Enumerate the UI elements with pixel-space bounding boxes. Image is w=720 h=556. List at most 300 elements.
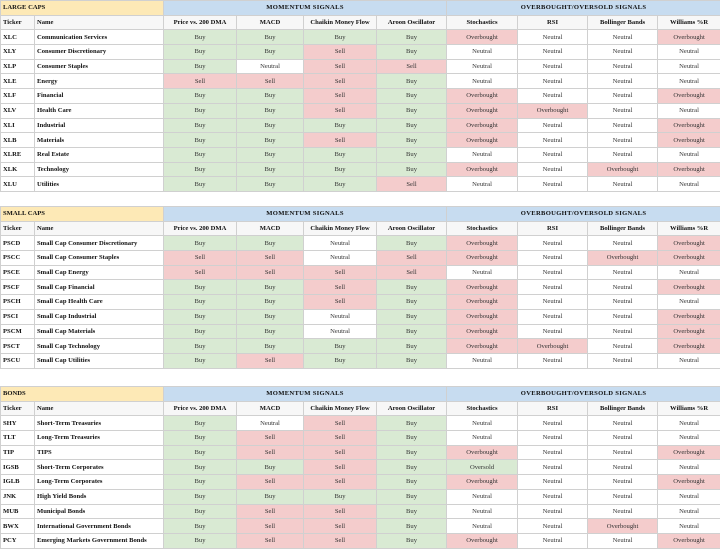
signal-cell: Sell [377, 265, 447, 280]
name-cell: Technology [35, 162, 164, 177]
signal-cell: Sell [304, 533, 377, 548]
momentum-group-header: MOMENTUM SIGNALS [164, 207, 447, 222]
signal-cell: Buy [164, 295, 237, 310]
signal-cell: Buy [164, 59, 237, 74]
table-row [1, 265, 720, 280]
signal-cell: Neutral [518, 118, 588, 133]
signal-cell: Overbought [447, 30, 518, 45]
signal-cell: Sell [164, 251, 237, 266]
signal-cell: Neutral [588, 147, 658, 162]
signal-cell: Sell [304, 504, 377, 519]
signal-cell: Buy [164, 353, 237, 368]
signal-cell: Neutral [588, 309, 658, 324]
signal-cell: Buy [377, 460, 447, 475]
signal-cell: Overbought [447, 533, 518, 548]
signal-cell: Overbought [658, 339, 720, 354]
signal-cell: Buy [377, 280, 447, 295]
overbought-column-header: Bollinger Bands [588, 401, 658, 416]
signal-cell: Neutral [588, 45, 658, 60]
signal-cell: Buy [377, 445, 447, 460]
overbought-column-header: Stochastics [447, 221, 518, 236]
signal-cell: Buy [377, 339, 447, 354]
signal-cell: Buy [164, 177, 237, 192]
ticker-cell: XLK [1, 162, 35, 177]
table-row [1, 489, 720, 504]
signal-cell: Buy [237, 295, 304, 310]
signal-cell: Overbought [658, 324, 720, 339]
signal-cell: Buy [164, 162, 237, 177]
table-row [1, 103, 720, 118]
ticker-header: Ticker [1, 15, 35, 30]
signal-cell: Overbought [447, 280, 518, 295]
signal-cell: Neutral [588, 445, 658, 460]
signal-cell: Buy [237, 177, 304, 192]
ticker-cell: XLY [1, 45, 35, 60]
signal-cell: Buy [237, 460, 304, 475]
name-header: Name [35, 15, 164, 30]
signal-cell: Sell [164, 265, 237, 280]
signal-cell: Buy [237, 133, 304, 148]
signal-cell: Buy [237, 30, 304, 45]
signal-cell: Sell [237, 504, 304, 519]
signal-cell: Sell [304, 416, 377, 431]
signal-cell: Neutral [588, 236, 658, 251]
signal-cell: Neutral [658, 519, 720, 534]
signal-cell: Overbought [447, 89, 518, 104]
signal-cell: Overbought [447, 445, 518, 460]
signal-cell: Buy [237, 147, 304, 162]
signal-cell: Buy [377, 118, 447, 133]
signal-cell: Buy [164, 89, 237, 104]
signal-cell: Neutral [447, 353, 518, 368]
signal-cell: Sell [237, 353, 304, 368]
signal-cell: Neutral [588, 431, 658, 446]
signal-cell: Neutral [588, 324, 658, 339]
name-cell: International Government Bonds [35, 519, 164, 534]
signal-cell: Overbought [518, 339, 588, 354]
signal-cell: Neutral [518, 147, 588, 162]
signal-cell: Overbought [658, 118, 720, 133]
name-cell: Small Cap Materials [35, 324, 164, 339]
name-cell: Municipal Bonds [35, 504, 164, 519]
ticker-cell: TLT [1, 431, 35, 446]
signal-cell: Neutral [304, 236, 377, 251]
signal-cell: Buy [164, 280, 237, 295]
signal-cell: Overbought [658, 533, 720, 548]
signal-cell: Overbought [447, 324, 518, 339]
signal-cell: Neutral [518, 251, 588, 266]
signal-cell: Buy [237, 118, 304, 133]
signal-cell: Buy [164, 30, 237, 45]
overbought-column-header: Bollinger Bands [588, 15, 658, 30]
signal-cell: Buy [377, 133, 447, 148]
signal-cell: Sell [164, 74, 237, 89]
table-row [1, 519, 720, 534]
ticker-cell: PSCI [1, 309, 35, 324]
section-title: SMALL CAPS [1, 207, 164, 222]
overbought-column-header: RSI [518, 15, 588, 30]
table-row [1, 74, 720, 89]
signal-cell: Buy [164, 460, 237, 475]
signals-table [0, 0, 720, 192]
signal-cell: Neutral [658, 416, 720, 431]
name-header: Name [35, 401, 164, 416]
signal-cell: Buy [377, 475, 447, 490]
signal-cell: Sell [237, 475, 304, 490]
signal-cell: Overbought [658, 251, 720, 266]
signal-cell: Overbought [447, 309, 518, 324]
table-row [1, 251, 720, 266]
momentum-column-header: MACD [237, 401, 304, 416]
signal-cell: Buy [377, 533, 447, 548]
signal-cell: Sell [304, 475, 377, 490]
signal-cell: Buy [377, 236, 447, 251]
signal-cell: Neutral [304, 251, 377, 266]
ticker-header: Ticker [1, 401, 35, 416]
signal-cell: Buy [304, 489, 377, 504]
signal-cell: Sell [237, 445, 304, 460]
ticker-cell: IGSB [1, 460, 35, 475]
ticker-cell: PSCM [1, 324, 35, 339]
table-row [1, 45, 720, 60]
signal-cell: Neutral [658, 431, 720, 446]
signal-cell: Neutral [518, 265, 588, 280]
signal-cell: Neutral [518, 177, 588, 192]
signal-cell: Neutral [518, 45, 588, 60]
name-cell: Financial [35, 89, 164, 104]
signal-cell: Buy [237, 45, 304, 60]
name-cell: Emerging Markets Government Bonds [35, 533, 164, 548]
signal-cell: Sell [304, 45, 377, 60]
signal-cell: Sell [304, 89, 377, 104]
signal-cell: Buy [377, 309, 447, 324]
momentum-column-header: Chaikin Money Flow [304, 221, 377, 236]
ticker-cell: PCY [1, 533, 35, 548]
signal-cell: Neutral [658, 353, 720, 368]
signal-cell: Buy [164, 445, 237, 460]
table-row [1, 504, 720, 519]
signal-cell: Overbought [588, 162, 658, 177]
signal-cell: Neutral [588, 416, 658, 431]
table-row [1, 460, 720, 475]
signal-cell: Sell [237, 519, 304, 534]
signal-cell: Overbought [658, 309, 720, 324]
ticker-cell: XLP [1, 59, 35, 74]
section-title: BONDS [1, 387, 164, 402]
signal-cell: Sell [304, 103, 377, 118]
signal-cell: Buy [377, 30, 447, 45]
name-cell: Communication Services [35, 30, 164, 45]
signal-cell: Buy [377, 489, 447, 504]
signal-cell: Overbought [447, 118, 518, 133]
name-cell: Small Cap Health Care [35, 295, 164, 310]
signal-cell: Neutral [658, 460, 720, 475]
signal-cell: Neutral [518, 460, 588, 475]
ticker-cell: PSCF [1, 280, 35, 295]
ticker-cell: IGLB [1, 475, 35, 490]
signal-cell: Buy [237, 89, 304, 104]
name-cell: Long-Term Corporates [35, 475, 164, 490]
signal-cell: Sell [304, 445, 377, 460]
signal-cell: Overbought [447, 162, 518, 177]
signal-cell: Buy [164, 324, 237, 339]
name-cell: Materials [35, 133, 164, 148]
signal-cell: Sell [377, 251, 447, 266]
signal-cell: Buy [377, 431, 447, 446]
signal-cell: Neutral [518, 431, 588, 446]
momentum-column-header: Aroon Oscillator [377, 221, 447, 236]
signal-cell: Overbought [588, 519, 658, 534]
signal-cell: Neutral [447, 147, 518, 162]
name-cell: Small Cap Consumer Staples [35, 251, 164, 266]
signal-cell: Buy [164, 475, 237, 490]
signal-cell: Buy [237, 280, 304, 295]
signal-cell: Overbought [447, 295, 518, 310]
overbought-column-header: Williams %R [658, 401, 720, 416]
signal-cell: Sell [304, 431, 377, 446]
table-row [1, 295, 720, 310]
momentum-column-header: Price vs. 200 DMA [164, 221, 237, 236]
signal-cell: Neutral [658, 177, 720, 192]
table-row [1, 147, 720, 162]
ticker-cell: BWX [1, 519, 35, 534]
signal-cell: Sell [304, 265, 377, 280]
signal-cell: Neutral [518, 133, 588, 148]
signal-cell: Buy [304, 162, 377, 177]
signal-cell: Neutral [518, 236, 588, 251]
section-small-caps [0, 206, 720, 369]
signal-cell: Neutral [518, 30, 588, 45]
momentum-column-header: Aroon Oscillator [377, 15, 447, 30]
table-row [1, 59, 720, 74]
signal-cell: Buy [164, 489, 237, 504]
signal-cell: Neutral [447, 45, 518, 60]
signal-cell: Overbought [447, 339, 518, 354]
overbought-column-header: Williams %R [658, 15, 720, 30]
name-cell: Industrial [35, 118, 164, 133]
momentum-column-header: Price vs. 200 DMA [164, 401, 237, 416]
signal-cell: Buy [237, 162, 304, 177]
signal-cell: Neutral [518, 475, 588, 490]
overbought-column-header: RSI [518, 401, 588, 416]
signal-cell: Neutral [447, 519, 518, 534]
signal-cell: Buy [377, 295, 447, 310]
signal-cell: Buy [377, 74, 447, 89]
signal-cell: Buy [304, 30, 377, 45]
table-row [1, 339, 720, 354]
signal-cell: Neutral [588, 177, 658, 192]
signal-cell: Buy [164, 103, 237, 118]
signal-cell: Neutral [447, 177, 518, 192]
name-cell: Short-Term Corporates [35, 460, 164, 475]
signal-cell: Neutral [518, 504, 588, 519]
signal-cell: Neutral [658, 489, 720, 504]
name-cell: Consumer Staples [35, 59, 164, 74]
signal-cell: Neutral [588, 133, 658, 148]
name-header: Name [35, 221, 164, 236]
signal-cell: Sell [304, 59, 377, 74]
table-row [1, 431, 720, 446]
signal-cell: Overbought [447, 251, 518, 266]
signal-cell: Neutral [588, 118, 658, 133]
signal-cell: Neutral [447, 59, 518, 74]
signal-cell: Buy [237, 339, 304, 354]
signal-cell: Buy [304, 147, 377, 162]
table-row [1, 177, 720, 192]
signal-cell: Neutral [518, 416, 588, 431]
name-cell: Consumer Discretionary [35, 45, 164, 60]
signal-cell: Neutral [588, 460, 658, 475]
signal-cell: Sell [237, 251, 304, 266]
ticker-cell: XLV [1, 103, 35, 118]
signal-cell: Neutral [658, 74, 720, 89]
table-row [1, 416, 720, 431]
ticker-cell: XLB [1, 133, 35, 148]
signal-cell: Neutral [518, 445, 588, 460]
table-row [1, 533, 720, 548]
name-cell: Short-Term Treasuries [35, 416, 164, 431]
signal-cell: Buy [164, 147, 237, 162]
ticker-cell: MUB [1, 504, 35, 519]
signal-cell: Buy [304, 177, 377, 192]
ticker-cell: PSCE [1, 265, 35, 280]
table-row [1, 162, 720, 177]
signal-cell: Overbought [658, 445, 720, 460]
signal-cell: Neutral [588, 295, 658, 310]
signal-cell: Neutral [588, 504, 658, 519]
signal-cell: Neutral [658, 504, 720, 519]
overbought-column-header: Bollinger Bands [588, 221, 658, 236]
signal-cell: Buy [304, 353, 377, 368]
signal-cell: Neutral [518, 162, 588, 177]
name-cell: Small Cap Financial [35, 280, 164, 295]
section-title: LARGE CAPS [1, 1, 164, 16]
signal-cell: Buy [377, 504, 447, 519]
overbought-column-header: RSI [518, 221, 588, 236]
signal-cell: Neutral [447, 74, 518, 89]
momentum-column-header: Price vs. 200 DMA [164, 15, 237, 30]
signal-cell: Buy [377, 89, 447, 104]
ticker-cell: SHY [1, 416, 35, 431]
signal-cell: Sell [237, 265, 304, 280]
signal-cell: Overbought [447, 133, 518, 148]
signal-cell: Neutral [588, 475, 658, 490]
ticker-cell: XLU [1, 177, 35, 192]
section-large-caps [0, 0, 720, 192]
ticker-cell: XLI [1, 118, 35, 133]
table-row [1, 324, 720, 339]
signal-cell: Buy [377, 416, 447, 431]
signal-cell: Neutral [588, 353, 658, 368]
signal-cell: Neutral [588, 59, 658, 74]
overbought-group-header: OVERBOUGHT/OVERSOLD SIGNALS [447, 207, 720, 222]
momentum-group-header: MOMENTUM SIGNALS [164, 1, 447, 16]
signal-cell: Buy [377, 519, 447, 534]
name-cell: Small Cap Industrial [35, 309, 164, 324]
name-cell: Real Estate [35, 147, 164, 162]
signal-cell: Neutral [518, 519, 588, 534]
table-row [1, 118, 720, 133]
name-cell: TIPS [35, 445, 164, 460]
overbought-column-header: Stochastics [447, 401, 518, 416]
signal-cell: Buy [164, 339, 237, 354]
signal-cell: Neutral [588, 280, 658, 295]
signal-cell: Neutral [588, 30, 658, 45]
signal-cell: Neutral [588, 533, 658, 548]
signal-cell: Buy [304, 339, 377, 354]
signal-cell: Neutral [304, 324, 377, 339]
signal-cell: Neutral [447, 265, 518, 280]
signal-cell: Sell [304, 280, 377, 295]
signal-cell: Sell [237, 533, 304, 548]
signal-cell: Buy [164, 416, 237, 431]
ticker-cell: XLE [1, 74, 35, 89]
ticker-cell: PSCU [1, 353, 35, 368]
signal-cell: Neutral [658, 59, 720, 74]
signal-cell: Neutral [518, 309, 588, 324]
name-cell: Small Cap Utilities [35, 353, 164, 368]
signal-cell: Buy [377, 324, 447, 339]
signal-cell: Neutral [447, 489, 518, 504]
signal-cell: Neutral [588, 339, 658, 354]
signal-cell: Sell [304, 519, 377, 534]
signal-cell: Neutral [447, 431, 518, 446]
signal-cell: Sell [304, 295, 377, 310]
signal-cell: Neutral [304, 309, 377, 324]
ticker-cell: XLF [1, 89, 35, 104]
signal-cell: Overbought [447, 475, 518, 490]
signal-cell: Neutral [518, 324, 588, 339]
ticker-cell: PSCT [1, 339, 35, 354]
signal-cell: Buy [377, 353, 447, 368]
section-bonds [0, 386, 720, 549]
signal-cell: Buy [237, 324, 304, 339]
name-cell: Small Cap Consumer Discretionary [35, 236, 164, 251]
overbought-group-header: OVERBOUGHT/OVERSOLD SIGNALS [447, 387, 720, 402]
signal-cell: Neutral [658, 45, 720, 60]
signal-cell: Neutral [588, 74, 658, 89]
table-row [1, 309, 720, 324]
momentum-column-header: MACD [237, 221, 304, 236]
signal-cell: Neutral [658, 103, 720, 118]
momentum-column-header: Chaikin Money Flow [304, 15, 377, 30]
momentum-column-header: Chaikin Money Flow [304, 401, 377, 416]
momentum-column-header: Aroon Oscillator [377, 401, 447, 416]
signal-cell: Neutral [447, 504, 518, 519]
ticker-cell: PSCH [1, 295, 35, 310]
signal-cell: Neutral [518, 295, 588, 310]
signal-cell: Overbought [447, 236, 518, 251]
signal-cell: Neutral [518, 353, 588, 368]
table-row [1, 30, 720, 45]
ticker-cell: TIP [1, 445, 35, 460]
signal-cell: Sell [304, 460, 377, 475]
table-row [1, 445, 720, 460]
signal-cell: Oversold [447, 460, 518, 475]
overbought-column-header: Stochastics [447, 15, 518, 30]
signal-cell: Buy [164, 118, 237, 133]
overbought-group-header: OVERBOUGHT/OVERSOLD SIGNALS [447, 1, 720, 16]
signal-cell: Neutral [518, 74, 588, 89]
signal-cell: Neutral [447, 416, 518, 431]
signal-cell: Buy [237, 489, 304, 504]
name-cell: Long-Term Treasuries [35, 431, 164, 446]
ticker-cell: XLC [1, 30, 35, 45]
signal-cell: Neutral [588, 89, 658, 104]
signal-cell: Neutral [237, 416, 304, 431]
table-row [1, 236, 720, 251]
name-cell: Utilities [35, 177, 164, 192]
